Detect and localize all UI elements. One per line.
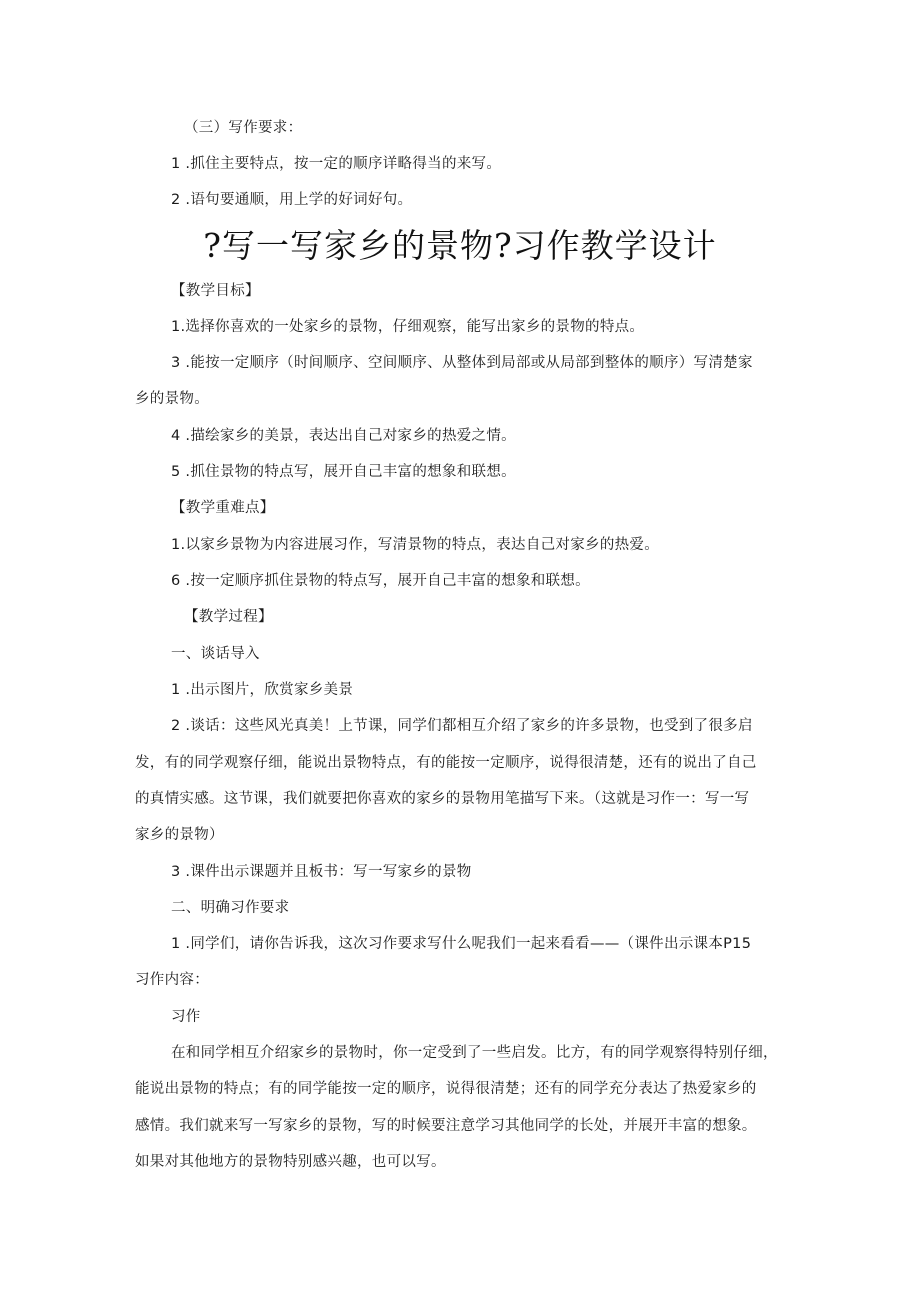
process-step-3: 3 .课件出示课题并且板书：写一写家乡的景物	[171, 864, 472, 880]
process-section-2: 二、明确习作要求	[171, 900, 290, 916]
objectives-heading: 【教学目标】	[171, 283, 260, 299]
process-step-2-line-4: 家乡的景物）	[135, 827, 224, 843]
objective-item-3-line-1: 3 .能按一定顺序（时间顺序、空间顺序、从整体到局部或从局部到整体的顺序）写清楚家	[171, 355, 753, 371]
assignment-text-line-2: 能说出景物的特点；有的同学能按一定的顺序，说得很清楚；还有的同学充分表达了热爱家乡的	[135, 1081, 757, 1097]
process-section-1: 一、谈话导入	[171, 646, 260, 662]
objective-item-4: 4 .描绘家乡的美景，表达出自己对家乡的热爱之情。	[171, 428, 516, 444]
objective-item-5: 5 .抓住景物的特点写，展开自己丰富的想象和联想。	[171, 464, 516, 480]
key-points-heading: 【教学重难点】	[171, 500, 275, 516]
section-2-step-1-line-2: 习作内容：	[135, 972, 209, 988]
key-point-item-6: 6 .按一定顺序抓住景物的特点写，展开自己丰富的想象和联想。	[171, 573, 590, 589]
process-step-1: 1 .出示图片，欣赏家乡美景	[171, 682, 354, 698]
process-heading: 【教学过程】	[184, 609, 273, 625]
assignment-text-line-1: 在和同学相互介绍家乡的景物时，你一定受到了一些启发。比方，有的同学观察得特别仔细，	[171, 1045, 778, 1061]
assignment-text-line-4: 如果对其他地方的景物特别感兴趣，也可以写。	[135, 1154, 446, 1170]
process-step-2-line-1: 2 .谈话：这些风光真美！上节课，同学们都相互介绍了家乡的许多景物，也受到了很多启	[171, 718, 753, 734]
process-step-2-line-3: 的真情实感。这节课，我们就要把你喜欢的家乡的景物用笔描写下来。（这就是习作一：写一写	[135, 791, 750, 807]
document-title: ?写一写家乡的景物?习作教学设计	[203, 226, 717, 265]
objective-item-3-line-2: 乡的景物。	[135, 391, 209, 407]
requirement-item-1: 1 .抓住主要特点，按一定的顺序详略得当的来写。	[171, 156, 502, 172]
section-2-step-1-line-1: 1 .同学们，请你告诉我，这次习作要求写什么呢我们一起来看看——（课件出示课本P15	[171, 936, 752, 952]
requirements-heading: （三）写作要求：	[184, 120, 303, 136]
key-point-item-1: 1.以家乡景物为内容进展习作，写清景物的特点，表达自己对家乡的热爱。	[171, 537, 660, 553]
xizuo-label: 习作	[171, 1009, 201, 1025]
objective-item-1: 1.选择你喜欢的一处家乡的景物，仔细观察，能写出家乡的景物的特点。	[171, 319, 645, 335]
assignment-text-line-3: 感情。我们就来写一写家乡的景物，写的时候要注意学习其他同学的长处，并展开丰富的想象。	[135, 1118, 757, 1134]
process-step-2-line-2: 发，有的同学观察仔细，能说出景物特点，有的能按一定顺序，说得很清楚，还有的说出了自己	[135, 755, 757, 771]
requirement-item-2: 2 .语句要通顺，用上学的好词好句。	[171, 192, 413, 208]
